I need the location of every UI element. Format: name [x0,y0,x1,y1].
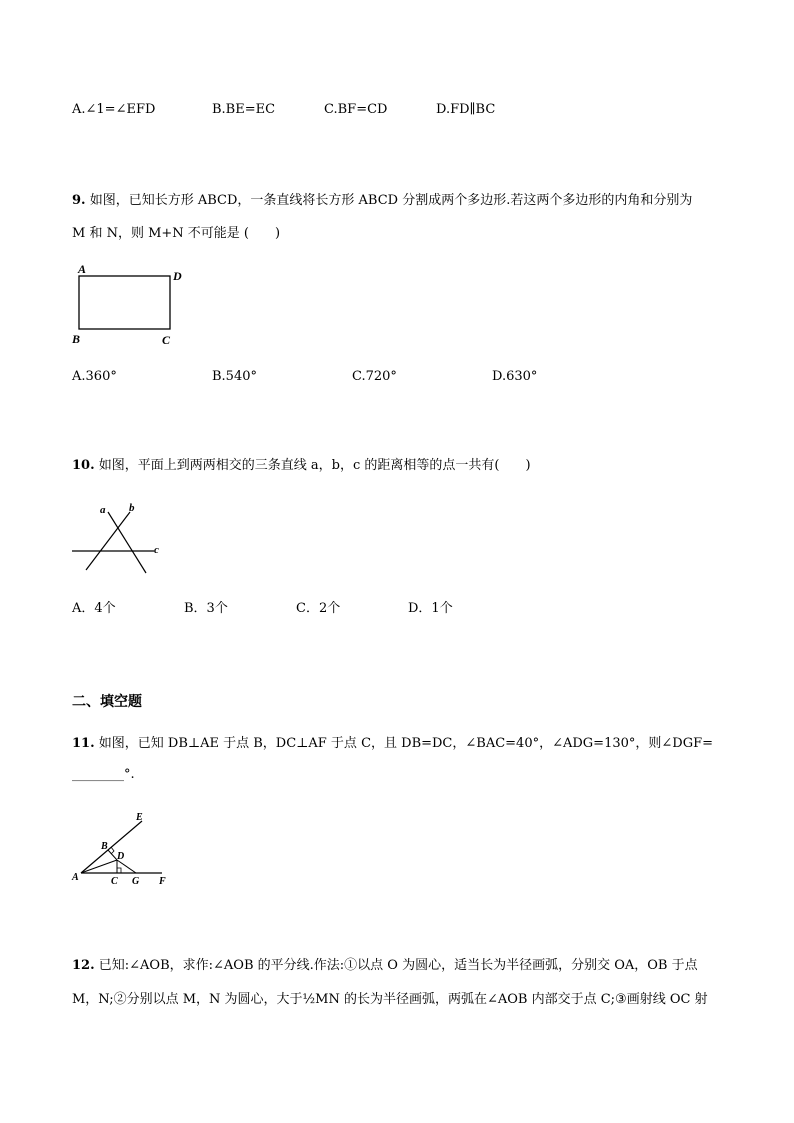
q10-option-d: D．1个 [408,601,453,616]
q12-text-line1: 已知:∠AOB，求作:∠AOB 的平分线.作法:①以点 O 为圆心，适当长为半径画弧，分别交 OA，OB 于点 [98,958,698,973]
q11-number: 11. [72,736,95,751]
q11-label-b: B [101,841,108,852]
q9-label-c: C [162,333,171,347]
q10-text: 如图，平面上到两两相交的三条直线 a，b，c 的距离相等的点一共有( ) [98,458,531,473]
q9-option-a: A.360° [72,369,117,384]
q11-label-e: E [136,812,143,823]
q11-line1 [72,735,713,753]
q10-label-c: c [154,544,159,556]
q9-rectangle-figure [66,260,196,350]
q11-label-g: G [132,876,140,887]
q8-option-c: C.BF=CD [324,102,388,117]
section-title-fill-in: 二、填空题 [72,694,142,710]
q12-line1 [72,957,698,975]
q10-label-b: b [129,502,135,514]
q10-label-a: a [100,504,106,516]
q10-option-b: B．3个 [184,601,228,616]
q11-answer-blank: ________°. [72,767,135,782]
q10-option-c: C．2个 [296,601,341,616]
q9-text-line2: M 和 N，则 M+N 不可能是 ( ) [72,226,281,241]
q9-label-a: A [78,262,87,276]
q9-label-d: D [173,269,182,283]
q10-option-a: A．4个 [72,601,116,616]
q10-number: 10. [72,458,95,473]
q12-number: 12. [72,958,95,973]
q11-label-c: C [111,876,118,887]
q8-option-b: B.BE=EC [212,102,276,117]
q12-text-line2: M，N;②分别以点 M，N 为圆心，大于½MN 的长为半径画弧，两弧在∠AOB 内部交于点 C;③画射线 OC 射 [72,992,708,1007]
q10-line [72,457,531,475]
q9-line1 [72,192,692,210]
q11-text-line1: 如图，已知 DB⊥AE 于点 B，DC⊥AF 于点 C，且 DB=DC，∠BAC=40°，∠ADG=130°，则∠DGF= [98,736,714,751]
q9-option-b: B.540° [212,369,257,384]
q10-line-a [108,512,146,573]
q8-option-d: D.FD∥BC [436,102,496,117]
q11-label-f: F [159,876,166,887]
q9-option-d: D.630° [492,369,538,384]
q8-option-a: A.∠1=∠EFD [72,102,156,117]
q9-text-line1: 如图，已知长方形 ABCD，一条直线将长方形 ABCD 分割成两个多边形.若这两个多边形的内角和分别为 [89,193,693,208]
q9-number: 9. [72,193,86,208]
q10-line-b [86,512,130,570]
q11-geometry-figure [66,805,186,890]
q11-label-d: D [117,851,125,862]
q9-label-b: B [72,332,81,346]
q10-lines-figure [66,500,176,580]
q11-label-a: A [72,872,79,883]
q9-option-c: C.720° [352,369,397,384]
